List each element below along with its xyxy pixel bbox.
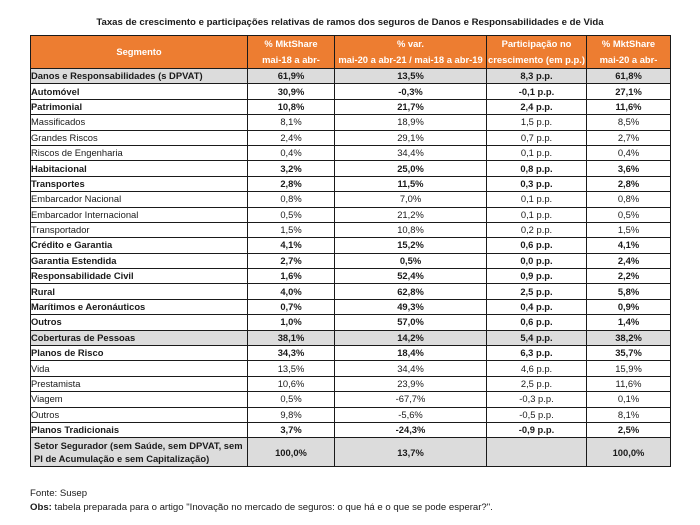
header-share-a-line2: mai-18 a abr-: [248, 52, 335, 69]
row-var: 10,8%: [335, 222, 487, 237]
row-share-a: 1,6%: [248, 269, 335, 284]
row-segment: Responsabilidade Civil: [31, 269, 248, 284]
row-segment: Rural: [31, 284, 248, 299]
table-row: [31, 115, 671, 130]
row-share-a: 38,1%: [248, 330, 335, 345]
row-contrib: 0,2 p.p.: [487, 222, 587, 237]
row-share-a: 10,8%: [248, 99, 335, 114]
row-segment: Viagem: [31, 392, 248, 407]
row-share-b: 0,9%: [587, 299, 671, 314]
row-share-b: 2,7%: [587, 130, 671, 145]
header-segment: Segmento: [31, 36, 248, 69]
row-contrib: 1,5 p.p.: [487, 115, 587, 130]
row-contrib: 0,8 p.p.: [487, 161, 587, 176]
table-row: [31, 315, 671, 330]
table-row: [31, 161, 671, 176]
row-segment: Massificados: [31, 115, 248, 130]
row-share-b: 11,6%: [587, 376, 671, 391]
row-share-a: 8,1%: [248, 115, 335, 130]
row-var: 14,2%: [335, 330, 487, 345]
row-share-b: 61,8%: [587, 69, 671, 84]
row-contrib: 0,1 p.p.: [487, 207, 587, 222]
row-contrib: 0,9 p.p.: [487, 269, 587, 284]
row-var: 13,5%: [335, 69, 487, 84]
row-share-a: 0,5%: [248, 207, 335, 222]
row-segment: Planos de Risco: [31, 346, 248, 361]
row-segment: Embarcador Internacional: [31, 207, 248, 222]
row-var: 62,8%: [335, 284, 487, 299]
table-row: [31, 361, 671, 376]
row-share-b: 2,2%: [587, 269, 671, 284]
table-row: [31, 299, 671, 314]
table-row: [31, 407, 671, 422]
source-note: Fonte: Susep: [30, 488, 88, 499]
row-contrib: 0,3 p.p.: [487, 176, 587, 191]
table-row: [31, 238, 671, 253]
table-title: Taxas de crescimento e participações relativas de ramos dos seguros de Danos e Responsabilidades e de Vida: [96, 17, 604, 28]
row-segment: Outros: [31, 407, 248, 422]
row-share-b: 0,8%: [587, 192, 671, 207]
row-var: 23,9%: [335, 376, 487, 391]
row-share-a: 1,5%: [248, 222, 335, 237]
total-share-b: 100,0%: [587, 438, 671, 467]
row-share-b: 15,9%: [587, 361, 671, 376]
header-share-b-line2: mai-20 a abr-: [587, 52, 671, 69]
row-segment: Vida: [31, 361, 248, 376]
row-share-a: 0,7%: [248, 299, 335, 314]
header-share-a-line1: % MktShare: [248, 36, 335, 53]
row-share-b: 2,4%: [587, 253, 671, 268]
row-share-b: 38,2%: [587, 330, 671, 345]
row-contrib: 0,1 p.p.: [487, 145, 587, 160]
row-contrib: 0,4 p.p.: [487, 299, 587, 314]
obs-note: [30, 501, 493, 515]
row-segment: Coberturas de Pessoas: [31, 330, 248, 345]
row-var: 29,1%: [335, 130, 487, 145]
row-var: 7,0%: [335, 192, 487, 207]
row-segment: Outros: [31, 315, 248, 330]
row-share-b: 5,8%: [587, 284, 671, 299]
row-share-a: 30,9%: [248, 84, 335, 99]
row-contrib: 6,3 p.p.: [487, 346, 587, 361]
table-row: [31, 284, 671, 299]
row-contrib: -0,5 p.p.: [487, 407, 587, 422]
row-share-b: 2,8%: [587, 176, 671, 191]
row-segment: Crédito e Garantia: [31, 238, 248, 253]
row-contrib: 2,5 p.p.: [487, 376, 587, 391]
row-share-a: 1,0%: [248, 315, 335, 330]
table-row: [31, 99, 671, 114]
row-share-b: 4,1%: [587, 238, 671, 253]
table-row: [31, 192, 671, 207]
row-var: -5,6%: [335, 407, 487, 422]
header-contrib-line1: Participação no: [487, 36, 587, 53]
row-contrib: 8,3 p.p.: [487, 69, 587, 84]
row-var: -67,7%: [335, 392, 487, 407]
row-segment: Transportador: [31, 222, 248, 237]
row-share-b: 11,6%: [587, 99, 671, 114]
row-segment: Garantia Estendida: [31, 253, 248, 268]
row-share-a: 9,8%: [248, 407, 335, 422]
row-var: 15,2%: [335, 238, 487, 253]
row-var: 21,2%: [335, 207, 487, 222]
row-var: 57,0%: [335, 315, 487, 330]
table-row: [31, 176, 671, 191]
row-share-a: 2,8%: [248, 176, 335, 191]
row-var: 25,0%: [335, 161, 487, 176]
table-row: [31, 69, 671, 84]
row-contrib: 0,1 p.p.: [487, 192, 587, 207]
row-share-b: 8,5%: [587, 115, 671, 130]
row-contrib: 0,0 p.p.: [487, 253, 587, 268]
row-segment: Marítimos e Aeronáuticos: [31, 299, 248, 314]
row-share-b: 0,4%: [587, 145, 671, 160]
row-contrib: 0,6 p.p.: [487, 238, 587, 253]
table-row: [31, 130, 671, 145]
row-share-a: 61,9%: [248, 69, 335, 84]
row-segment: Riscos de Engenharia: [31, 145, 248, 160]
header-var-line1: % var.: [335, 36, 487, 53]
row-contrib: 0,6 p.p.: [487, 315, 587, 330]
row-share-b: 3,6%: [587, 161, 671, 176]
row-contrib: 4,6 p.p.: [487, 361, 587, 376]
row-var: 34,4%: [335, 361, 487, 376]
row-var: 0,5%: [335, 253, 487, 268]
total-segment: Setor Segurador (sem Saúde, sem DPVAT, sem PI de Acumulação e sem Capitalização): [31, 438, 248, 467]
row-segment: Prestamista: [31, 376, 248, 391]
row-segment: Transportes: [31, 176, 248, 191]
table-row: [31, 346, 671, 361]
row-share-a: 3,2%: [248, 161, 335, 176]
row-contrib: 2,4 p.p.: [487, 99, 587, 114]
row-share-b: 0,1%: [587, 392, 671, 407]
footnotes: [30, 487, 493, 515]
row-var: 34,4%: [335, 145, 487, 160]
table-row: [31, 330, 671, 345]
total-var: 13,7%: [335, 438, 487, 467]
row-share-a: 4,0%: [248, 284, 335, 299]
row-segment: Grandes Riscos: [31, 130, 248, 145]
table-row: [31, 207, 671, 222]
table-row: [31, 422, 671, 437]
row-contrib: -0,3 p.p.: [487, 392, 587, 407]
row-var: 21,7%: [335, 99, 487, 114]
row-segment: Embarcador Nacional: [31, 192, 248, 207]
row-segment: Habitacional: [31, 161, 248, 176]
table-row: [31, 392, 671, 407]
row-segment: Patrimonial: [31, 99, 248, 114]
row-var: 49,3%: [335, 299, 487, 314]
row-share-a: 0,8%: [248, 192, 335, 207]
row-share-a: 2,7%: [248, 253, 335, 268]
row-share-b: 8,1%: [587, 407, 671, 422]
row-share-b: 27,1%: [587, 84, 671, 99]
row-segment: Planos Tradicionais: [31, 422, 248, 437]
table-row: [31, 253, 671, 268]
row-var: 11,5%: [335, 176, 487, 191]
header-contrib-line2: crescimento (em p.p.): [487, 52, 587, 69]
table-row: [31, 84, 671, 99]
obs-text: tabela preparada para o artigo "Inovação no mercado de seguros: o que há e o que se pode esperar?".: [51, 502, 493, 513]
row-var: -0,3%: [335, 84, 487, 99]
header-share-b-line1: % MktShare: [587, 36, 671, 53]
row-share-a: 4,1%: [248, 238, 335, 253]
row-share-b: 0,5%: [587, 207, 671, 222]
row-share-a: 10,6%: [248, 376, 335, 391]
table-row: [31, 145, 671, 160]
total-row: [31, 438, 671, 467]
row-contrib: 5,4 p.p.: [487, 330, 587, 345]
total-share-a: 100,0%: [248, 438, 335, 467]
growth-table: [30, 35, 671, 467]
row-segment: Danos e Responsabilidades (s DPVAT): [31, 69, 248, 84]
header-var-line2: mai-20 a abr-21 / mai-18 a abr-19: [335, 52, 487, 69]
row-var: 18,9%: [335, 115, 487, 130]
table-row: [31, 269, 671, 284]
row-var: 18,4%: [335, 346, 487, 361]
row-share-a: 2,4%: [248, 130, 335, 145]
row-contrib: -0,1 p.p.: [487, 84, 587, 99]
table-row: [31, 376, 671, 391]
row-share-a: 0,5%: [248, 392, 335, 407]
total-contrib: [487, 438, 587, 467]
row-segment: Automóvel: [31, 84, 248, 99]
row-contrib: -0,9 p.p.: [487, 422, 587, 437]
row-share-b: 2,5%: [587, 422, 671, 437]
row-share-b: 35,7%: [587, 346, 671, 361]
row-share-a: 0,4%: [248, 145, 335, 160]
row-share-b: 1,5%: [587, 222, 671, 237]
row-contrib: 2,5 p.p.: [487, 284, 587, 299]
row-var: 52,4%: [335, 269, 487, 284]
row-share-b: 1,4%: [587, 315, 671, 330]
row-share-a: 3,7%: [248, 422, 335, 437]
row-share-a: 34,3%: [248, 346, 335, 361]
table-row: [31, 222, 671, 237]
row-var: -24,3%: [335, 422, 487, 437]
row-contrib: 0,7 p.p.: [487, 130, 587, 145]
row-share-a: 13,5%: [248, 361, 335, 376]
obs-label: Obs:: [30, 502, 52, 513]
